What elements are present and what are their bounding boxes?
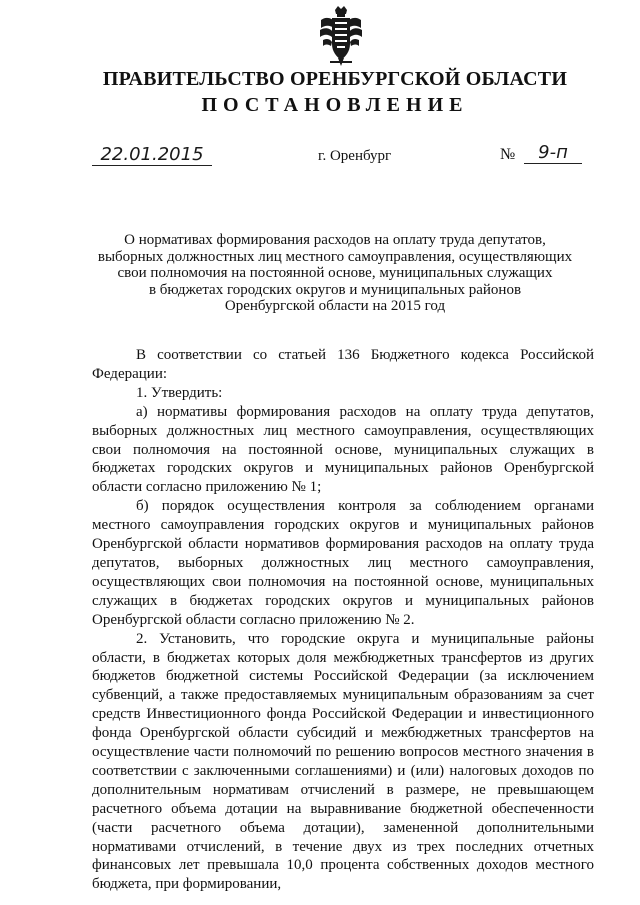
coat-of-arms-emblem — [318, 6, 364, 68]
body-paragraph: а) нормативы формирования расходов на оплату труда депутатов, выборных должностных лиц местного самоуправления, осуществляющих свои полномочия на постоянной основе, муниципальных служащих в бюджетах городских округов и муниципальных районов Оренбургской области согласно приложению № 1; — [92, 403, 594, 496]
body-paragraph: 1. Утвердить: — [136, 384, 223, 401]
document-subject — [0, 232, 640, 315]
body-paragraph: б) порядок осуществления контроля за соблюдением органами местного самоуправления городских округов и муниципальных районов Оренбургской области нормативов формирования расходов на оплату труда депутатов, выборных должностных лиц местного самоуправления, осуществляющих свои полномочия на постоянной основе, муниципальных служащих в бюджетах городских округов и муниципальных районов Оренбургской области согласно приложению № 2. — [92, 498, 594, 628]
subject-line: Оренбургской области на 2015 год — [224, 298, 446, 315]
subject-line: свои полномочия на постоянной основе, муниципальных служащих — [117, 265, 553, 282]
organization-title: ПРАВИТЕЛЬСТВО ОРЕНБУРГСКОЙ ОБЛАСТИ — [102, 68, 568, 90]
body-paragraph: 2. Установить, что городские округа и муниципальные районы области, в бюджетах которых доля межбюджетных трансфертов из других бюджетов бюджетной системы Российской Федерации (за исключением субвенций, а также предоставляемых муниципальным образованиям за счет средств Инвестиционного фонда Российской Федерации и инвестиционного фонда Оренбургской области субсидий и межбюджетных трансфертов на осуществление части полномочий по решению вопросов местного значения в соответствии с заключенными соглашениями) и (или) налоговых доходов по дополнительным нормативам отчислений в размере, не превышающем расчетного объема дотации на выравнивание бюджетной обеспеченности (части расчетного объема дотации), замененной дополнительными нормативами отчислений, в течение двух из трех последних отчетных финансовых лет превышала 10,0 процента собственных доходов местного бюджета, при формировании, — [92, 630, 594, 893]
subject-line: выборных должностных лиц местного самоуправления, осуществляющих — [97, 248, 573, 265]
document-number: 9-п — [524, 143, 582, 164]
document-city: г. Оренбург — [318, 148, 392, 164]
document-date: 22.01.2015 — [92, 145, 212, 166]
body-paragraph: В соответствии со статьей 136 Бюджетного кодекса Российской Федерации: — [92, 347, 594, 382]
document-type-title: ПОСТАНОВЛЕНИЕ — [201, 94, 469, 116]
document-body — [92, 346, 594, 894]
document-number-label: № — [500, 146, 516, 163]
subject-line: в бюджетах городских округов и муниципальных районов — [148, 281, 522, 298]
subject-line: О нормативах формирования расходов на оплату труда депутатов, — [124, 232, 546, 248]
